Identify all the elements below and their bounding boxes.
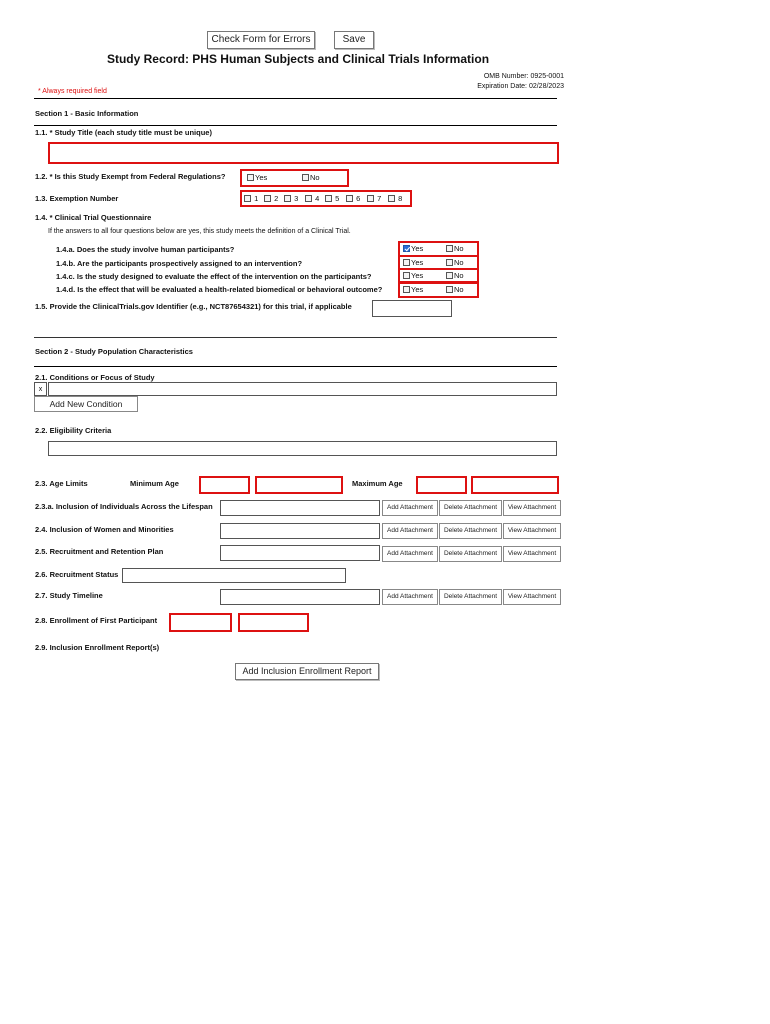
exempt-yes-option[interactable] xyxy=(247,173,267,182)
section2-heading: Section 2 - Study Population Characteristics xyxy=(35,347,193,356)
q1-4d-yes[interactable] xyxy=(403,285,423,294)
study-timeline-view-attachment-button[interactable]: View Attachment xyxy=(503,589,561,605)
q1-4c-no[interactable] xyxy=(446,271,464,280)
q1-4b-label: 1.4.b. Are the participants prospectively assigned to an intervention? xyxy=(56,259,303,268)
exemption-8-checkbox[interactable] xyxy=(388,195,395,202)
exemption-8-label: 8 xyxy=(398,194,403,203)
exemption-4[interactable] xyxy=(305,194,319,203)
q1-4c-label: 1.4.c. Is the study designed to evaluate the effect of the intervention on the participants? xyxy=(56,272,372,281)
q1-4a-no-label: No xyxy=(454,244,464,253)
max-age-unit-select[interactable] xyxy=(471,476,559,494)
q2-9-label: 2.9. Inclusion Enrollment Report(s) xyxy=(35,643,160,652)
q1-4-note: If the answers to all four questions below are yes, this study meets the definition of a Clinical Trial. xyxy=(48,228,351,235)
women-minorities-view-attachment-button[interactable]: View Attachment xyxy=(503,523,561,539)
q1-4c-yes-label: Yes xyxy=(411,271,424,280)
q1-4c-no-label: No xyxy=(454,271,464,280)
exemption-7-label: 7 xyxy=(377,194,382,203)
add-inclusion-enrollment-report-button[interactable]: Add Inclusion Enrollment Report xyxy=(235,663,379,680)
q1-4b-no[interactable] xyxy=(446,258,464,267)
study-timeline-add-attachment-button[interactable]: Add Attachment xyxy=(382,589,438,605)
min-age-unit-select[interactable] xyxy=(255,476,343,494)
exemption-3[interactable] xyxy=(284,194,298,203)
study-title-input[interactable] xyxy=(48,142,559,164)
omb-number: OMB Number: 0925-0001 xyxy=(483,73,564,80)
required-field-note: * Always required field xyxy=(38,88,107,95)
q1-4a-yes-checkbox[interactable] xyxy=(403,245,410,252)
q2-1-label: 2.1. Conditions or Focus of Study xyxy=(35,373,155,382)
form-title: Study Record: PHS Human Subjects and Clinical Trials Information xyxy=(106,52,490,66)
exemption-2-label: 2 xyxy=(274,194,279,203)
exemption-5-checkbox[interactable] xyxy=(325,195,332,202)
recruitment-plan-attachment-field xyxy=(220,545,380,561)
q1-4b-no-label: No xyxy=(454,258,464,267)
q1-4b-yes-checkbox[interactable] xyxy=(403,259,410,266)
q1-4d-no-checkbox[interactable] xyxy=(446,286,453,293)
q1-4d-label: 1.4.d. Is the effect that will be evaluated a health-related biomedical or behavioral outcome? xyxy=(56,285,383,294)
recruitment-plan-view-attachment-button[interactable]: View Attachment xyxy=(503,546,561,562)
q1-4c-yes-checkbox[interactable] xyxy=(403,272,410,279)
exemption-3-label: 3 xyxy=(294,194,299,203)
exempt-yes-checkbox[interactable] xyxy=(247,174,254,181)
women-minorities-attachment-field xyxy=(220,523,380,539)
q1-4a-yes[interactable] xyxy=(403,244,423,253)
q1-4d-no-label: No xyxy=(454,285,464,294)
q1-4c-no-checkbox[interactable] xyxy=(446,272,453,279)
q2-8-label: 2.8. Enrollment of First Participant xyxy=(35,616,158,625)
first-participant-type-select[interactable] xyxy=(238,613,309,632)
max-age-value-input[interactable] xyxy=(416,476,467,494)
add-new-condition-button[interactable]: Add New Condition xyxy=(34,396,138,412)
exemption-1-checkbox[interactable] xyxy=(244,195,251,202)
exemption-3-checkbox[interactable] xyxy=(284,195,291,202)
q1-5-label: 1.5. Provide the ClinicalTrials.gov Identifier (e.g., NCT87654321) for this trial, if applicable xyxy=(35,302,352,311)
exemption-4-checkbox[interactable] xyxy=(305,195,312,202)
max-age-label: Maximum Age xyxy=(352,479,403,488)
first-participant-date-input[interactable] xyxy=(169,613,232,632)
q1-4d-yes-label: Yes xyxy=(411,285,424,294)
expiration-date: Expiration Date: 02/28/2023 xyxy=(477,83,564,90)
section1-divider xyxy=(34,125,557,126)
exemption-6-checkbox[interactable] xyxy=(346,195,353,202)
condition-input[interactable] xyxy=(48,382,557,396)
women-minorities-delete-attachment-button[interactable]: Delete Attachment xyxy=(439,523,502,539)
lifespan-add-attachment-button[interactable]: Add Attachment xyxy=(382,500,438,516)
save-button[interactable]: Save xyxy=(334,31,374,49)
recruitment-status-select[interactable] xyxy=(122,568,346,583)
q1-2-label: 1.2. * Is this Study Exempt from Federal Regulations? xyxy=(35,172,226,181)
study-timeline-attachment-field xyxy=(220,589,380,605)
q2-7-label: 2.7. Study Timeline xyxy=(35,591,103,600)
lifespan-attachment-field xyxy=(220,500,380,516)
exemption-5[interactable] xyxy=(325,194,339,203)
exemption-2-checkbox[interactable] xyxy=(264,195,271,202)
q1-4b-no-checkbox[interactable] xyxy=(446,259,453,266)
study-timeline-delete-attachment-button[interactable]: Delete Attachment xyxy=(439,589,502,605)
exemption-7-checkbox[interactable] xyxy=(367,195,374,202)
q2-3-label: 2.3. Age Limits xyxy=(35,479,88,488)
recruitment-plan-add-attachment-button[interactable]: Add Attachment xyxy=(382,546,438,562)
q2-6-label: 2.6. Recruitment Status xyxy=(35,570,119,579)
exemption-7[interactable] xyxy=(367,194,381,203)
q2-4-label: 2.4. Inclusion of Women and Minorities xyxy=(35,525,174,534)
q1-1-label: 1.1. * Study Title (each study title must be unique) xyxy=(35,128,212,137)
exempt-no-checkbox[interactable] xyxy=(302,174,309,181)
exemption-1-label: 1 xyxy=(254,194,259,203)
q2-5-label: 2.5. Recruitment and Retention Plan xyxy=(35,547,164,556)
q1-4b-yes-label: Yes xyxy=(411,258,424,267)
exemption-6[interactable] xyxy=(346,194,360,203)
section1-heading: Section 1 - Basic Information xyxy=(35,109,139,118)
min-age-value-input[interactable] xyxy=(199,476,250,494)
exemption-2[interactable] xyxy=(264,194,278,203)
eligibility-criteria-input[interactable] xyxy=(48,441,557,456)
exemption-6-label: 6 xyxy=(356,194,361,203)
title-divider xyxy=(34,98,557,99)
recruitment-plan-delete-attachment-button[interactable]: Delete Attachment xyxy=(439,546,502,562)
condition-remove-button[interactable]: x xyxy=(34,382,47,396)
q1-4d-no[interactable] xyxy=(446,285,464,294)
section2-top-divider xyxy=(34,337,557,338)
q1-4-label: 1.4. * Clinical Trial Questionnaire xyxy=(35,213,152,222)
exempt-no-label: No xyxy=(310,173,320,182)
section2-divider xyxy=(34,366,557,367)
q1-4a-label: 1.4.a. Does the study involve human participants? xyxy=(56,245,235,254)
q1-4c-yes[interactable] xyxy=(403,271,423,280)
q1-4a-yes-label: Yes xyxy=(411,244,424,253)
lifespan-delete-attachment-button[interactable]: Delete Attachment xyxy=(439,500,502,516)
exempt-yes-label: Yes xyxy=(255,173,268,182)
lifespan-view-attachment-button[interactable]: View Attachment xyxy=(503,500,561,516)
q2-3a-label: 2.3.a. Inclusion of Individuals Across the Lifespan xyxy=(35,502,213,511)
exemption-8[interactable] xyxy=(388,194,402,203)
exemption-5-label: 5 xyxy=(335,194,340,203)
clinicaltrials-id-input[interactable] xyxy=(372,300,452,317)
min-age-label: Minimum Age xyxy=(130,479,179,488)
exemption-1[interactable] xyxy=(244,194,258,203)
exemption-4-label: 4 xyxy=(315,194,320,203)
q1-4a-no[interactable] xyxy=(446,244,464,253)
q1-3-label: 1.3. Exemption Number xyxy=(35,194,119,203)
q1-4a-no-checkbox[interactable] xyxy=(446,245,453,252)
women-minorities-add-attachment-button[interactable]: Add Attachment xyxy=(382,523,438,539)
exempt-no-option[interactable] xyxy=(302,173,320,182)
q1-4d-yes-checkbox[interactable] xyxy=(403,286,410,293)
check-form-button[interactable]: Check Form for Errors xyxy=(207,31,315,49)
q1-4b-yes[interactable] xyxy=(403,258,423,267)
q2-2-label: 2.2. Eligibility Criteria xyxy=(35,426,112,435)
